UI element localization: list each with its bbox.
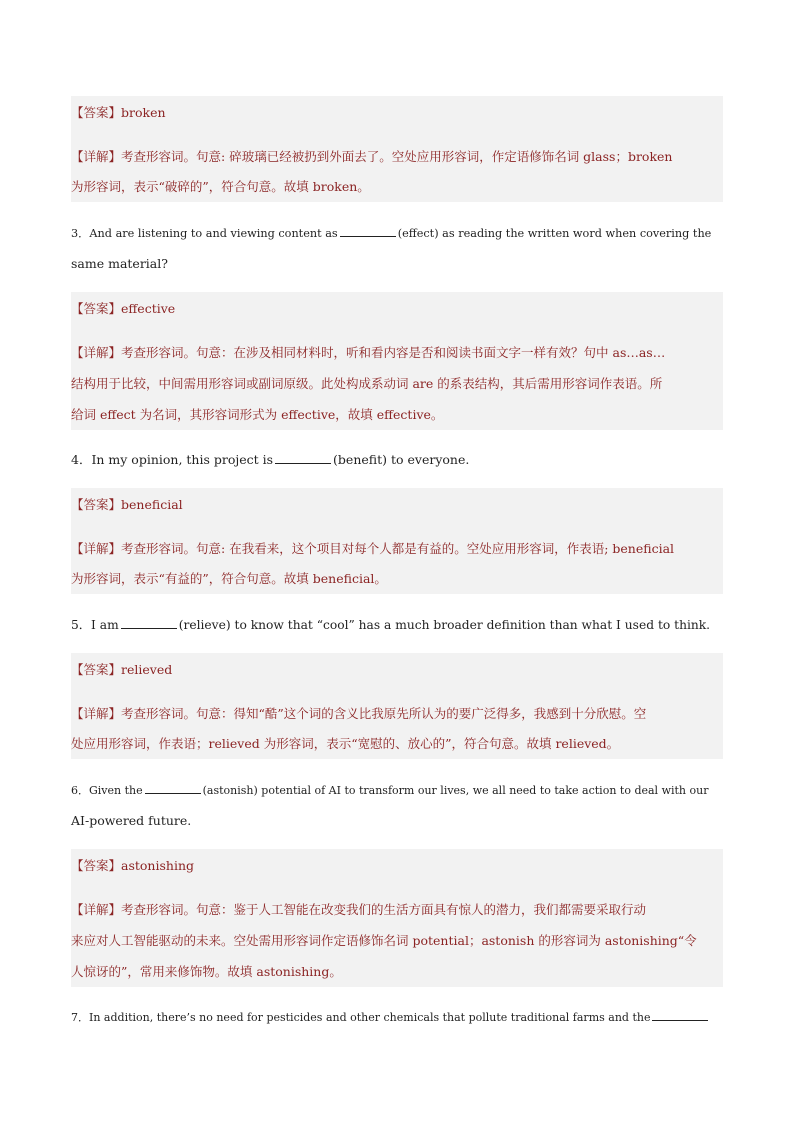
answer-block-5 <box>71 653 723 759</box>
answer-value: astonishing <box>121 858 194 873</box>
detail-text: 为形容词，表示“有益的”，符合句意。故填 beneficial。 <box>71 571 387 586</box>
question-number: 6． <box>71 784 89 797</box>
question-text: And are listening to and viewing content as <box>89 227 338 240</box>
answer-blank[interactable] <box>275 452 331 464</box>
detail-label: 【详解】 <box>71 345 122 360</box>
question-line <box>71 813 191 828</box>
question-4 <box>71 452 723 472</box>
detail-text: 给词 effect 为名词，其形容词形式为 effective，故填 effective。 <box>71 407 444 422</box>
answer-label: 【答案】 <box>71 105 122 120</box>
answer-line <box>71 105 166 120</box>
answer-label: 【答案】 <box>71 301 122 316</box>
question-text: AI-powered future. <box>71 813 192 828</box>
detail-text: 人惊讶的”，常用来修饰物。故填 astonishing。 <box>71 964 342 979</box>
question-text: (astonish) potential of AI to transform our lives, we all need to take action to deal with our <box>202 784 709 797</box>
detail-line <box>71 541 674 556</box>
detail-text: 考查形容词。句意：在涉及相同材料时，听和看内容是否和阅读书面文字一样有效？句中 as…as… <box>121 345 666 360</box>
question-line <box>71 617 710 633</box>
question-text: In addition, there’s no need for pesticides and other chemicals that pollute traditional farms and the <box>89 1011 651 1024</box>
question-number: 3． <box>71 227 90 240</box>
question-text: (effect) as reading the written word when covering the <box>397 227 712 240</box>
detail-line <box>71 179 370 194</box>
answer-label: 【答案】 <box>71 497 122 512</box>
detail-label: 【详解】 <box>71 706 122 721</box>
detail-text: 考查形容词。句意：鉴于人工智能在改变我们的生活方面具有惊人的潜力，我们都需要采取行动 <box>121 902 647 917</box>
answer-value: effective <box>121 301 176 316</box>
detail-line <box>71 407 443 422</box>
detail-text: 考查形容词。句意: 在我看来，这个项目对每个人都是有益的。空处应用形容词，作表语; beneficial <box>121 541 675 556</box>
question-number: 7． <box>71 1011 89 1024</box>
detail-text: 考查形容词。句意: 碎玻璃已经被扔到外面去了。空处应用形容词，作定语修饰名词 glass；broken <box>121 149 673 164</box>
answer-block-3 <box>71 292 723 430</box>
detail-text: 处应用形容词，作表语；relieved 为形容词，表示“宽慰的、放心的”，符合句意。故填 relieved。 <box>71 736 620 751</box>
detail-line <box>71 902 646 917</box>
detail-line <box>71 149 672 164</box>
question-line <box>71 1009 710 1025</box>
detail-label: 【详解】 <box>71 541 122 556</box>
question-line <box>71 256 168 271</box>
detail-text: 考查形容词。句意：得知“酷”这个词的含义比我原先所认为的要广泛得多，我感到十分欣慰。空 <box>121 706 647 721</box>
answer-value: broken <box>121 105 166 120</box>
detail-line <box>71 345 665 360</box>
question-number: 4． <box>71 452 92 467</box>
answer-blank[interactable] <box>121 617 177 629</box>
question-text: (benefit) to everyone. <box>333 452 470 467</box>
answer-value: relieved <box>121 662 173 677</box>
detail-line <box>71 933 697 948</box>
detail-line <box>71 571 387 586</box>
answer-block-2 <box>71 96 723 202</box>
question-7 <box>71 1009 723 1029</box>
answer-line <box>71 662 172 677</box>
answer-blank[interactable] <box>145 782 201 794</box>
detail-label: 【详解】 <box>71 902 122 917</box>
question-line <box>71 452 469 467</box>
detail-line <box>71 736 619 751</box>
question-number: 5． <box>71 618 92 632</box>
question-6 <box>71 782 723 832</box>
detail-line <box>71 706 646 721</box>
answer-blank[interactable] <box>340 225 396 237</box>
detail-label: 【详解】 <box>71 149 122 164</box>
answer-block-4 <box>71 488 723 594</box>
question-text: same material? <box>71 256 168 271</box>
answer-line <box>71 301 175 316</box>
question-text: Given the <box>89 784 143 797</box>
detail-text: 结构用于比较，中间需用形容词或副词原级。此处构成系动词 are 的系表结构，其后需用形容词作表语。所 <box>71 376 663 391</box>
answer-label: 【答案】 <box>71 858 122 873</box>
answer-block-6 <box>71 849 723 987</box>
question-text: I am <box>91 618 119 632</box>
answer-line <box>71 497 183 512</box>
answer-blank[interactable] <box>652 1009 708 1021</box>
detail-text: 为形容词，表示“破碎的”，符合句意。故填 broken。 <box>71 179 370 194</box>
detail-line <box>71 964 342 979</box>
question-line <box>71 225 711 241</box>
question-text: (relieve) to know that “cool” has a much broader definition than what I used to think. <box>178 618 711 632</box>
detail-line <box>71 376 662 391</box>
question-text: In my opinion, this project is <box>91 452 274 467</box>
answer-label: 【答案】 <box>71 662 122 677</box>
answer-value: beneficial <box>121 497 183 512</box>
detail-text: 来应对人工智能驱动的未来。空处需用形容词作定语修饰名词 potential；astonish 的形容词为 astonishing“令 <box>71 933 697 948</box>
question-line <box>71 782 708 798</box>
question-3 <box>71 225 723 275</box>
answer-line <box>71 858 194 873</box>
question-5 <box>71 617 723 637</box>
